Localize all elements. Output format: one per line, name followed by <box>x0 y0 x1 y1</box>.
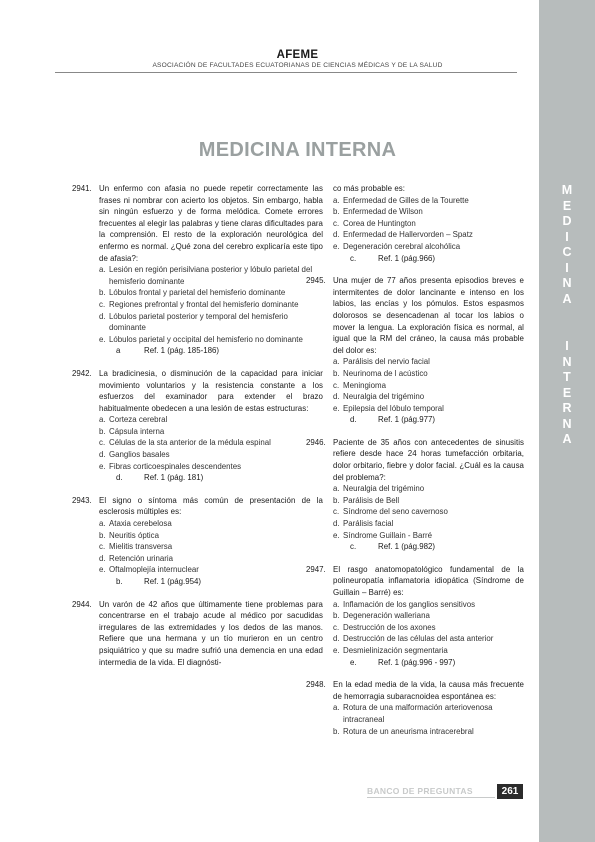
side-label-medicina <box>539 183 595 307</box>
option-letter: b. <box>333 368 340 378</box>
option <box>333 195 524 207</box>
option-text: Neuralgia del trigémino <box>343 484 425 494</box>
option-text: Destrucción de los axones <box>343 622 436 632</box>
option <box>99 437 323 449</box>
question-text: El rasgo anatomopatológico fundamental de la polineuropatía inflamatoria idiopática (Síndrome de Guillain – Barré) es: <box>333 564 524 597</box>
option-letter: e. <box>333 241 340 251</box>
option-text: Rotura de un aneurisma intracerebral <box>343 726 474 736</box>
option-text: Corea de Huntington <box>343 218 416 228</box>
option <box>99 299 323 311</box>
option <box>333 380 524 392</box>
question-text: Un varón de 42 años que últimamente tiene problemas para concentrarse en el trabajo acude al médico por sacudidas irregulares de las extremidades y los dedos de las manos. Refiere que una hermana y un tío murieron en un centro psiquiátrico y que su madre sufrió una demencia en una edad intermedia de la vida. El diagnósti- <box>99 599 323 667</box>
option-letter: c. <box>99 542 106 552</box>
option-text: Parálisis facial <box>343 519 394 529</box>
option-letter: b. <box>333 611 340 621</box>
answer-letter: c. <box>350 253 357 263</box>
option <box>333 391 524 403</box>
option <box>333 218 524 230</box>
option <box>333 610 524 622</box>
option-text: Ganglios basales <box>109 450 170 460</box>
side-letter: A <box>562 291 572 306</box>
option-letter: b. <box>333 207 340 217</box>
question-2948 <box>306 679 524 737</box>
side-letter: E <box>562 385 572 400</box>
option <box>333 530 524 542</box>
option <box>333 403 524 415</box>
answer-line <box>333 414 524 426</box>
option-letter: c. <box>333 218 340 228</box>
question-2943 <box>72 495 323 588</box>
option-text: Degeneración cerebral alcohólica <box>343 241 461 251</box>
question-number: 2945. <box>306 276 326 286</box>
option-text: Rotura de una malformación arteriovenosa intracraneal <box>343 703 493 724</box>
option <box>333 506 524 518</box>
question-number: 2941. <box>72 184 92 193</box>
question-2945 <box>306 275 524 426</box>
side-letter: N <box>562 416 572 431</box>
option <box>333 645 524 657</box>
option-letter: a. <box>333 484 340 494</box>
option-text: Inflamación de los ganglios sensitivos <box>343 599 476 609</box>
answer-line <box>333 657 524 669</box>
answer-ref: Ref. 1 (pág.977) <box>378 415 436 425</box>
option <box>99 461 323 473</box>
question-text: El signo o síntoma más común de presentación de la esclerosis múltiples es: <box>99 495 323 517</box>
option-text: Neurinoma de l acústico <box>343 368 428 378</box>
side-bar <box>539 0 595 842</box>
option-letter: e. <box>333 645 340 655</box>
answer-line <box>333 541 524 553</box>
option-text: Lóbulos parietal posterior y temporal del hemisferio dominante <box>109 311 288 333</box>
option <box>333 726 524 738</box>
option-text: Ataxia cerebelosa <box>109 519 172 529</box>
side-label-interna <box>539 339 595 448</box>
option-letter: a. <box>333 357 340 367</box>
option-text: Destrucción de las células del asta anterior <box>343 634 494 644</box>
option <box>333 368 524 380</box>
option <box>99 414 323 426</box>
option-letter: d. <box>333 634 340 644</box>
option-text: Lesión en región perisilviana posterior y lóbulo parietal del hemisferio dominante <box>109 265 313 286</box>
option <box>333 518 524 530</box>
option-text: Síndrome del seno cavernoso <box>343 507 448 517</box>
answer-ref: Ref. 1 (pág. 185-186) <box>144 346 220 356</box>
question-number: 2942. <box>72 368 92 378</box>
option-letter: b. <box>333 726 340 736</box>
header-divider <box>55 72 517 73</box>
option-letter: d. <box>333 230 340 240</box>
option-letter: d. <box>333 519 340 529</box>
option-text: Parálisis de Bell <box>343 495 400 505</box>
option <box>99 334 323 346</box>
answer-letter: d. <box>350 415 357 425</box>
question-text: En la edad media de la vida, la causa más frecuente de hemorragia subaracnoidea espontánea es: <box>333 680 524 701</box>
option-text: Oftalmoplejía internuclear <box>109 565 199 575</box>
option-letter: e. <box>99 334 106 344</box>
option-text: Neuralgia del trigémino <box>343 392 425 402</box>
footer-divider <box>367 797 495 798</box>
option-text: Degeneración walleriana <box>343 611 430 621</box>
page-number: 261 <box>497 784 523 799</box>
option <box>99 530 323 542</box>
option-letter: a. <box>333 703 340 713</box>
option-text: Lóbulos frontal y parietal del hemisferio dominante <box>109 288 286 298</box>
option <box>333 622 524 634</box>
option-letter: d. <box>99 553 106 563</box>
answer-ref: Ref. 1 (pág.982) <box>378 542 436 552</box>
option <box>99 287 323 299</box>
option-text: Fibras corticoespinales descendentes <box>109 461 242 471</box>
option-text: Cápsula interna <box>109 426 165 436</box>
right-column <box>306 183 524 748</box>
option-text: Enfermedad de Hallervorden – Spatz <box>343 230 473 240</box>
option-letter: c. <box>99 299 106 309</box>
question-number: 2944. <box>72 599 92 609</box>
left-column <box>72 183 323 679</box>
answer-ref: Ref. 1 (pág. 181) <box>144 473 204 483</box>
option-text: Lóbulos parietal y occipital del hemisferio no dominante <box>109 334 303 344</box>
option-letter: c. <box>333 622 340 632</box>
side-letter: M <box>561 183 573 197</box>
footer-label: BANCO DE PREGUNTAS <box>367 786 473 796</box>
option <box>99 541 323 553</box>
option-letter: a. <box>333 599 340 609</box>
option-text: Mielitis transversa <box>109 542 173 552</box>
question-text: La bradicinesia, o disminución de la capacidad para iniciar movimiento voluntarios y la resistencia constante a los esfuerzos del examinador para extender el brazo habitualmente obedecen a una lesión de estas estructuras: <box>99 368 323 413</box>
answer-letter: c. <box>350 542 357 552</box>
option <box>333 241 524 253</box>
option-letter: c. <box>333 507 340 517</box>
option-letter: e. <box>99 565 106 575</box>
side-letter: N <box>562 276 572 290</box>
option-letter: a. <box>99 415 106 425</box>
question-number: 2947. <box>306 564 326 574</box>
page-title: MEDICINA INTERNA <box>198 139 397 161</box>
option-letter: e. <box>333 403 340 413</box>
answer-line <box>333 253 524 265</box>
option-letter: d. <box>99 311 106 321</box>
option-text: Meningioma <box>343 380 386 390</box>
option <box>99 264 323 287</box>
option-text: Retención urinaria <box>109 553 174 563</box>
question-text: Paciente de 35 años con antecedentes de sinusitis refiere desde hace 24 horas tumefacción orbitaria, dolor orbitario, fiebre y dolor facial. ¿Cuál es la causa del problema?: <box>333 437 524 482</box>
option-text: Desmielinización segmentaria <box>343 645 448 655</box>
option <box>99 518 323 530</box>
option-text: Corteza cerebral <box>109 415 168 425</box>
option <box>333 702 524 725</box>
option <box>333 206 524 218</box>
question-2941 <box>72 183 323 357</box>
option-letter: e. <box>333 530 340 540</box>
option <box>99 426 323 438</box>
answer-ref: Ref. 1 (pág.996 - 997) <box>378 657 456 667</box>
option-text: Regiones prefrontal y frontal del hemisferio dominante <box>109 299 299 309</box>
option <box>99 311 323 334</box>
option <box>99 564 323 576</box>
question-text: Un enfermo con afasia no puede repetir correctamente las frases ni nombrar con acierto los objetos. Sin embargo, habla sin ningún esfuerzo y de forma melódica. Comete errores frecuentes al elegir las palabras y tiene claras dificultades para la comprensión. El resto de la exploración neurológica del enfermo es normal. ¿Qué zona del cerebro explicaría este tipo de afasia?: <box>99 184 323 263</box>
side-letter: I <box>565 260 569 275</box>
option-letter: e. <box>99 461 106 471</box>
option-letter: b. <box>99 426 106 436</box>
option-letter: b. <box>333 495 340 505</box>
answer-letter: e. <box>350 657 357 667</box>
question-number: 2943. <box>72 495 92 505</box>
answer-line <box>99 576 323 588</box>
org-full-name: ASOCIACIÓN DE FACULTADES ECUATORIANAS DE CIENCIAS MÉDICAS Y DE LA SALUD <box>152 62 443 69</box>
option <box>99 449 323 461</box>
side-letter: T <box>563 370 571 384</box>
option-letter: a. <box>99 265 106 275</box>
option-letter: d. <box>333 392 340 402</box>
answer-letter: a <box>116 346 121 356</box>
side-letter: I <box>565 339 569 353</box>
option <box>333 229 524 241</box>
answer-line <box>99 345 323 357</box>
option-letter: c. <box>333 380 340 390</box>
option-letter: c. <box>99 438 106 448</box>
option-text: Neuritis óptica <box>109 530 159 540</box>
answer-letter: b. <box>116 577 123 586</box>
question-2942 <box>72 368 323 484</box>
side-letter: D <box>562 214 572 228</box>
org-name: AFEME <box>276 49 319 61</box>
question-2944-continued <box>306 183 524 264</box>
side-letter: C <box>562 245 572 259</box>
option <box>99 553 323 565</box>
side-letter: R <box>562 401 572 415</box>
option-letter: a. <box>99 519 106 529</box>
option-letter: b. <box>99 288 106 298</box>
option-text: Epilepsia del lóbulo temporal <box>343 403 444 413</box>
question-number: 2946. <box>306 437 326 447</box>
option <box>333 495 524 507</box>
question-2946 <box>306 437 524 553</box>
question-text-continued: co más probable es: <box>333 184 406 193</box>
option-text: Células de la sta anterior de la médula espinal <box>109 438 271 448</box>
side-letter: N <box>562 354 572 369</box>
option-letter: d. <box>99 450 106 460</box>
option <box>333 356 524 368</box>
option-text: Parálisis del nervio facial <box>343 357 430 367</box>
side-letter: I <box>565 229 569 244</box>
question-2944 <box>72 599 323 669</box>
option-text: Enfermedad de Wilson <box>343 207 423 217</box>
answer-ref: Ref. 1 (pág.966) <box>378 253 436 263</box>
option <box>333 599 524 611</box>
option <box>333 483 524 495</box>
answer-ref: Ref. 1 (pág.954) <box>144 577 202 586</box>
question-2947 <box>306 564 524 668</box>
answer-letter: d. <box>116 473 123 483</box>
option-text: Síndrome Guillain - Barré <box>343 530 433 540</box>
question-text: Una mujer de 77 años presenta episodios breves e intermitentes de dolor lancinante e intenso en los labios, las encías y los pómulos. Estos espasmos dolorosos se desencadenan al tocar los labios o mover la lengua. La exploración física es normal, al igual que la RM del cráneo, la causa más probable del dolor es: <box>333 276 524 355</box>
option-letter: b. <box>99 530 106 540</box>
answer-line <box>99 472 323 484</box>
question-number: 2948. <box>306 680 326 690</box>
option-letter: a. <box>333 195 340 205</box>
option-text: Enfermedad de Gilles de la Tourette <box>343 195 469 205</box>
side-letter: A <box>562 432 572 446</box>
side-letter: E <box>562 198 572 213</box>
option <box>333 633 524 645</box>
